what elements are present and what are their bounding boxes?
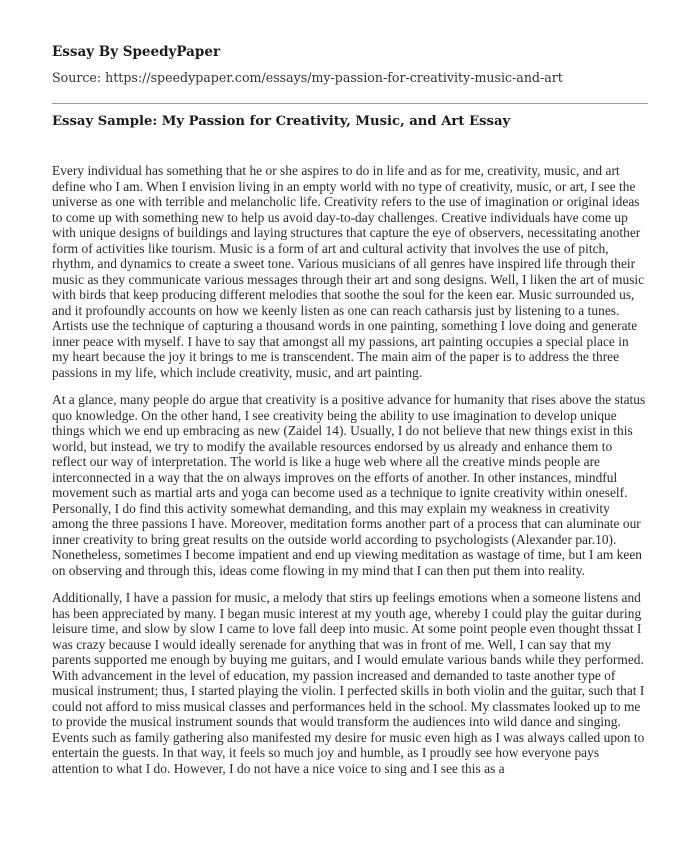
essay-paragraph-2: At a glance, many people do argue that creativity is a positive advance for humanity that rises above the status quo knowledge. On the other hand, I see creativity being the ability to use imagination to develop unique things which we end up embracing as new (Zaidel 14). Usually, I do not believe that new things exist in this world, but instead, we try to modify the available resources endorsed by us already and enhance them to reflect our way of interpretation. The world is like a huge web where all the creative minds people are interconnected in a way that the on always improves on the efforts of another. In other instances, mindful movement such as martial arts and yoga can become used as a technique to ignite creativity within oneself. Personally, I do find this activity somewhat demanding, and this may explain my weakness in creativity among the three passions I have. Moreover, meditation forms another part of a process that can aluminate our inner creativity to bring great results on the outside world according to psychologists (Alexander par.10). Nonetheless, sometimes I become impatient and end up viewing meditation as wastage of time, but I am keen on observing and through this, ideas come flowing in my mind that I can then put them into reality. xyxy=(52,392,646,578)
source-label: Source: xyxy=(52,70,102,85)
essay-body xyxy=(52,163,648,776)
essay-title: Essay Sample: My Passion for Creativity, Music, and Art Essay xyxy=(52,114,511,129)
essay-paragraph-3: Additionally, I have a passion for music, a melody that stirs up feelings emotions when a someone listens and has been appreciated by many. I began music interest at my youth age, whereby I could play the guitar during leisure time, and slow by slow I came to love fall deep into music. At some point people even thought thssat I was crazy because I would ideally serenade for anything that was in front of me. Well, I can say that my parents supported me enough by buying me guitars, and I would emulate various bands while they performed. With advancement in the level of education, my passion increased and demanded to taste another type of musical instrument; thus, I started playing the violin. I perfected skills in both violin and the guitar, such that I could not afford to miss musical classes and performances held in the school. My classmates looked up to me to provide the musical instrument sounds that would transform the audiences into wild dance and singing. Events such as family gathering also manifested my desire for music even high as I was always called upon to entertain the guests. In that way, it feels so much joy and humble, as I proudly see how everyone pays attention to what I do. However, I do not have a nice voice to sing and I see this as a xyxy=(52,590,645,776)
site-title: Essay By SpeedyPaper xyxy=(52,44,221,60)
essay-paragraph-1: Every individual has something that he or she aspires to do in life and as for me, creativity, music, and art define who I am. When I envision living in an empty world with no type of creativity, music, or art, I see the universe as one with terrible and melancholic life. Creativity refers to the use of imagination or original ideas to come up with something new to help us avoid day-to-day challenges. Creative individuals have come up with unique designs of buildings and laying structures that capture the eye of observers, necessitating another form of activities like tourism. Music is a form of art and cultural activity that involves the use of pitch, rhythm, and dynamics to create a sweet tone. Various musicians of all genres have inspired life through their music as they communicate various messages through their art and song designs. Well, I liken the art of music with birds that keep producing different melodies that soothe the soul for the keen ear. Music surrounded us, and it profoundly accounts on how we keenly listen as one can reach catharsis just by listening to a tunes. Artists use the technique of capturing a thousand words in one painting, something I love doing and generate inner peace with myself. I have to say that amongst all my passions, art painting occupies a special place in my heart because the joy it brings to me is transcendent. The main aim of the paper is to address the three passions in my life, which include creativity, music, and art painting. xyxy=(52,163,645,380)
source-line xyxy=(52,70,648,85)
source-url[interactable]: https://speedypaper.com/essays/my-passion-for-creativity-music-and-art xyxy=(105,70,563,85)
header-divider xyxy=(52,103,648,104)
